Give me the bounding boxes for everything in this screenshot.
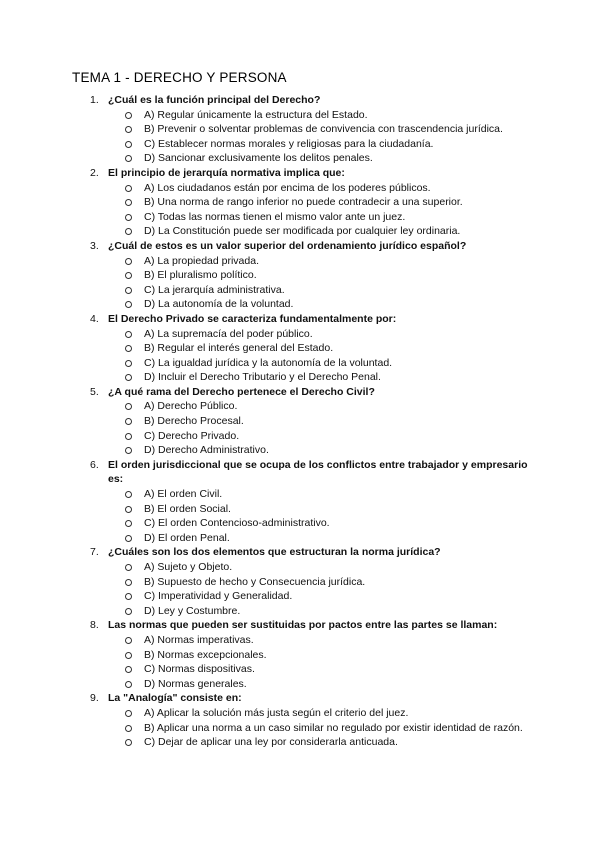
option-text: B) Derecho Procesal. — [144, 415, 244, 428]
option-item — [144, 370, 540, 385]
option-text: A) Los ciudadanos están por encima de los poderes públicos. — [144, 181, 431, 194]
option-text: A) Aplicar la solución más justa según el criterio del juez. — [144, 706, 409, 719]
question-text: ¿Cuáles son los dos elementos que estructuran la norma jurídica? — [108, 546, 441, 559]
option-text: A) Sujeto y Objeto. — [144, 561, 233, 573]
hollow-circle-bullet-icon — [125, 593, 132, 600]
question-text: ¿Cuál es la función principal del Derecho? — [108, 94, 321, 106]
question-text: La "Analogía" consiste en: — [108, 692, 242, 705]
option-item — [144, 181, 540, 196]
hollow-circle-bullet-icon — [125, 199, 132, 206]
question-text: El principio de jerarquía normativa implica que: — [108, 166, 345, 179]
question-number: 8. — [90, 619, 99, 632]
option-item — [144, 502, 540, 517]
option-text: C) Normas dispositivas. — [144, 663, 255, 676]
hollow-circle-bullet-icon — [125, 520, 132, 527]
hollow-circle-bullet-icon — [125, 403, 132, 410]
hollow-circle-bullet-icon — [125, 433, 132, 440]
option-text: D) Derecho Administrativo. — [144, 444, 269, 457]
option-text: C) Establecer normas morales y religiosas para la ciudadanía. — [144, 137, 434, 150]
option-list — [108, 254, 540, 312]
question-item — [72, 545, 540, 618]
option-item — [144, 633, 540, 648]
option-item — [144, 399, 540, 414]
option-list — [108, 108, 540, 166]
option-text: D) La Constitución puede ser modificada por cualquier ley ordinaria. — [144, 225, 461, 238]
option-item — [144, 108, 540, 123]
question-item — [72, 618, 540, 691]
option-item — [144, 721, 540, 736]
option-list — [108, 560, 540, 618]
hollow-circle-bullet-icon — [125, 258, 132, 265]
option-text: D) La autonomía de la voluntad. — [144, 298, 294, 311]
option-item — [144, 283, 540, 298]
option-item — [144, 137, 540, 152]
hollow-circle-bullet-icon — [125, 331, 132, 338]
option-item — [144, 297, 540, 312]
option-item — [144, 254, 540, 269]
hollow-circle-bullet-icon — [125, 739, 132, 746]
question-number: 9. — [90, 692, 99, 705]
option-list — [108, 633, 540, 691]
question-number: 7. — [90, 546, 99, 559]
question-number: 5. — [90, 385, 99, 398]
option-text: A) Derecho Público. — [144, 400, 238, 413]
option-text: B) El orden Social. — [144, 502, 231, 515]
question-item — [72, 312, 540, 385]
option-item — [144, 195, 540, 210]
option-item — [144, 648, 540, 663]
document-title: TEMA 1 - DERECHO Y PERSONA — [72, 70, 287, 85]
option-text: B) El pluralismo político. — [144, 269, 257, 282]
hollow-circle-bullet-icon — [125, 112, 132, 119]
hollow-circle-bullet-icon — [125, 579, 132, 586]
option-item — [144, 327, 540, 342]
option-text: A) El orden Civil. — [144, 488, 223, 501]
option-text: C) Imperatividad y Generalidad. — [144, 590, 293, 603]
hollow-circle-bullet-icon — [125, 491, 132, 498]
question-text: ¿A qué rama del Derecho pertenece el Derecho Civil? — [108, 385, 375, 398]
hollow-circle-bullet-icon — [125, 418, 132, 425]
hollow-circle-bullet-icon — [125, 535, 132, 542]
option-item — [144, 487, 540, 502]
question-number: 1. — [90, 94, 99, 106]
question-text: El Derecho Privado se caracteriza fundamentalmente por: — [108, 312, 397, 325]
option-text: B) Prevenir o solventar problemas de convivencia con trascendencia jurídica. — [144, 123, 503, 136]
hollow-circle-bullet-icon — [125, 228, 132, 235]
hollow-circle-bullet-icon — [125, 214, 132, 221]
question-item — [72, 691, 540, 749]
option-text: D) Normas generales. — [144, 677, 247, 690]
option-item — [144, 151, 540, 166]
hollow-circle-bullet-icon — [125, 506, 132, 513]
question-list — [72, 93, 540, 750]
option-item — [144, 662, 540, 677]
hollow-circle-bullet-icon — [125, 141, 132, 148]
hollow-circle-bullet-icon — [125, 725, 132, 732]
hollow-circle-bullet-icon — [125, 155, 132, 162]
hollow-circle-bullet-icon — [125, 374, 132, 381]
option-text: D) Ley y Costumbre. — [144, 604, 241, 617]
option-item — [144, 531, 540, 546]
hollow-circle-bullet-icon — [125, 666, 132, 673]
option-text: D) El orden Penal. — [144, 531, 230, 544]
question-number: 6. — [90, 458, 99, 471]
question-text: Las normas que pueden ser sustituidas por pactos entre las partes se llaman: — [108, 619, 498, 632]
option-text: C) El orden Contencioso-administrativo. — [144, 517, 330, 530]
hollow-circle-bullet-icon — [125, 126, 132, 133]
question-text: ¿Cuál de estos es un valor superior del ordenamiento jurídico español? — [108, 239, 467, 252]
option-list — [108, 181, 540, 239]
option-text: A) La supremacía del poder público. — [144, 327, 313, 340]
option-item — [144, 224, 540, 239]
hollow-circle-bullet-icon — [125, 652, 132, 659]
hollow-circle-bullet-icon — [125, 185, 132, 192]
option-item — [144, 414, 540, 429]
hollow-circle-bullet-icon — [125, 564, 132, 571]
option-list — [108, 327, 540, 385]
option-item — [144, 341, 540, 356]
question-item — [72, 385, 540, 458]
option-item — [144, 122, 540, 137]
hollow-circle-bullet-icon — [125, 360, 132, 367]
question-item — [72, 458, 540, 546]
question-number: 4. — [90, 312, 99, 325]
option-item — [144, 429, 540, 444]
option-text: C) Derecho Privado. — [144, 429, 240, 442]
option-item — [144, 677, 540, 692]
option-item — [144, 706, 540, 721]
option-item — [144, 589, 540, 604]
option-text: A) La propiedad privada. — [144, 254, 259, 267]
hollow-circle-bullet-icon — [125, 710, 132, 717]
option-item — [144, 268, 540, 283]
hollow-circle-bullet-icon — [125, 447, 132, 454]
option-item — [144, 735, 540, 750]
option-list — [108, 487, 540, 545]
option-text: B) Normas excepcionales. — [144, 648, 267, 661]
question-text: El orden jurisdiccional que se ocupa de los conflictos entre trabajador y empresario es: — [108, 458, 528, 486]
option-text: D) Incluir el Derecho Tributario y el Derecho Penal. — [144, 371, 381, 384]
question-item — [72, 166, 540, 239]
option-list — [108, 706, 540, 750]
option-text: A) Regular únicamente la estructura del Estado. — [144, 108, 368, 121]
option-text: B) Supuesto de hecho y Consecuencia jurídica. — [144, 575, 366, 588]
hollow-circle-bullet-icon — [125, 272, 132, 279]
question-item — [72, 239, 540, 312]
hollow-circle-bullet-icon — [125, 637, 132, 644]
hollow-circle-bullet-icon — [125, 301, 132, 308]
option-text: C) Todas las normas tienen el mismo valor ante un juez. — [144, 210, 406, 223]
option-item — [144, 560, 540, 575]
option-text: B) Regular el interés general del Estado. — [144, 342, 334, 355]
hollow-circle-bullet-icon — [125, 345, 132, 352]
option-item — [144, 516, 540, 531]
option-list — [108, 399, 540, 457]
hollow-circle-bullet-icon — [125, 681, 132, 688]
question-number: 2. — [90, 166, 99, 179]
option-text: A) Normas imperativas. — [144, 633, 254, 646]
question-number: 3. — [90, 239, 99, 252]
option-item — [144, 604, 540, 619]
option-text: B) Una norma de rango inferior no puede contradecir a una superior. — [144, 196, 463, 209]
hollow-circle-bullet-icon — [125, 287, 132, 294]
option-item — [144, 575, 540, 590]
option-item — [144, 210, 540, 225]
option-item — [144, 443, 540, 458]
option-item — [144, 356, 540, 371]
hollow-circle-bullet-icon — [125, 608, 132, 615]
option-text: D) Sancionar exclusivamente los delitos penales. — [144, 152, 373, 165]
option-text: C) La igualdad jurídica y la autonomía de la voluntad. — [144, 356, 393, 369]
option-text: C) La jerarquía administrativa. — [144, 283, 285, 296]
option-text: C) Dejar de aplicar una ley por considerarla anticuada. — [144, 736, 398, 749]
question-item — [72, 93, 540, 166]
option-text: B) Aplicar una norma a un caso similar no regulado por existir identidad de razón. — [144, 721, 523, 734]
